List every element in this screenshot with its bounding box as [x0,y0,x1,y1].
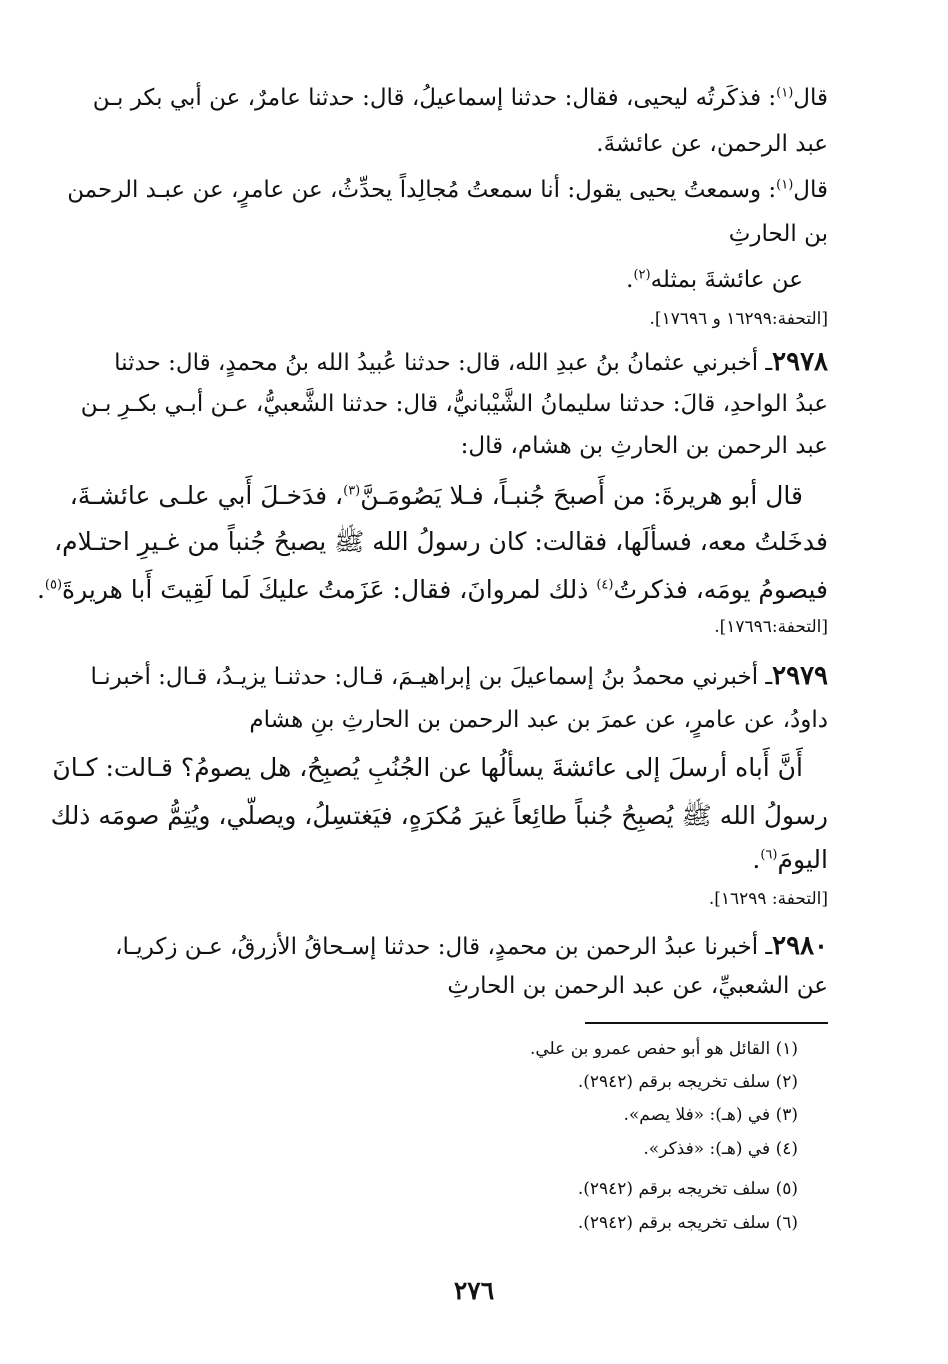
text-line: عبدُ الواحدِ، قالَ: حدثنا سليمانُ الشَّيْبانيُّ، قال: حدثنا الشَّعبيُّ، عـن أبـي بكـرِ بـن [80,391,828,417]
text-line: عبد الرحمن بن الحارثِ بن هشام، قال: [460,433,828,459]
text-line: عن الشعبيِّ، عن عبد الرحمن بن الحارثِ [447,973,828,999]
hadith-number: ٢٩٨٠ [772,931,828,961]
hadith-2979-line: ٢٩٧٩ـ أخبرني محمدُ بنُ إسماعيلَ بن إبراهيـمَ، قـال: حدثنـا يزيـدُ، قـال: أخبرنـا [90,661,828,691]
footnote-divider [585,1022,828,1024]
text-line: رسولُ الله ﷺ يُصبِحُ جُنباً طائِعاً غيرَ مُكرَهٍ، فيَغتسِلُ، ويصلّي، ويُتِمُّ صومَه ذلك [50,801,828,830]
footnote: (٦) سلف تخريجه برقم (٢٩٤٢). [577,1213,798,1233]
footnote: (٥) سلف تخريجه برقم (٢٩٤٢). [577,1179,798,1199]
text-line: عبد الرحمن، عن عائشةَ. [596,131,828,157]
footnote-ref[interactable]: (١) [776,85,794,101]
tuhfa-reference: [التحفة:١٦٢٩٩ و ١٧٦٩٦]. [649,309,828,329]
footnote-ref[interactable]: (٥) [44,577,63,593]
text-line: قال$^{(١)}$: فذكَرتُه ليحيى، فقال: حدثنا إسماعيلُ، قال: حدثنا عامرٌ، عن أبي بكر بـن [92,85,828,111]
footnote: (٤) في (هـ): «فذكر». [643,1139,798,1159]
footnote-ref[interactable]: (٦) [760,847,778,863]
text-line: عن عائشةَ بمثله$^{(٢)}$. [626,267,803,293]
text-line: فيصومُ يومَه، فذكرتُ$^{(٤)}$ ذلك لمروانَ، فقال: عَزَمتُ عليكَ لَما لَقِيتَ أَبا هريرةَ$^{(٥)}$. [36,575,828,604]
footnote-ref[interactable]: (٢) [633,267,651,283]
hadith-2980-line: ٢٩٨٠ـ أخبرنا عبدُ الرحمن بن محمدٍ، قال: حدثنا إسـحاقُ الأزرقُ، عـن زكريـا، [115,931,828,961]
footnote: (٣) في (هـ): «فلا يصم». [623,1105,798,1125]
hadith-2978-line: ٢٩٧٨ـ أخبرني عثمانُ بنُ عبدِ الله، قال: حدثنا عُبيدُ الله بنُ محمدٍ، قال: حدثنا [114,347,828,377]
text-line: قال$^{(١)}$: وسمعتُ يحيى يقول: أنا سمعتُ مُجالِداً يحدِّثُ، عن عامرٍ، عن عبـد الرحمن [67,177,828,203]
footnote-ref[interactable]: (٣) [343,483,361,499]
hadith-number: ٢٩٧٨ [772,347,828,377]
footnote-ref[interactable]: (١) [776,177,794,193]
text-line: بن الحارثِ [728,221,828,247]
tuhfa-reference: [التحفة: ١٦٢٩٩]. [708,889,828,909]
tuhfa-reference: [التحفة:١٧٦٩٦]. [714,617,828,637]
footnote: (١) القائل هو أبو حفص عمرو بن علي. [529,1039,798,1059]
footnote: (٢) سلف تخريجه برقم (٢٩٤٢). [577,1072,798,1092]
text-line: قال أبو هريرةَ: من أَصبحَ جُنبـاً، فـلا يَصُومَـنَّ$^{(٣)}$، فدَخـلَ أَبي علـى عائشـةَ، [69,481,803,510]
footnote-ref[interactable]: (٤) [596,577,614,593]
hadith-number: ٢٩٧٩ [772,661,828,691]
page-number: ٢٧٦ [453,1276,495,1305]
text-line: اليومَ$^{(٦)}$. [752,845,828,874]
text-line: أَنَّ أَباه أرسلَ إلى عائشةَ يسألُها عن الجُنُبِ يُصبِحُ، هل يصومُ؟ قـالت: كـانَ [52,753,803,782]
text-line: داودُ، عن عامرٍ، عن عمرَ بن عبد الرحمن بن الحارثِ بنِ هشام [249,707,828,733]
text-line: فدخَلتُ معه، فسألَها، فقالت: كان رسولُ الله ﷺ يصبحُ جُنباً من غـيرِ احتـلام، [54,527,828,556]
